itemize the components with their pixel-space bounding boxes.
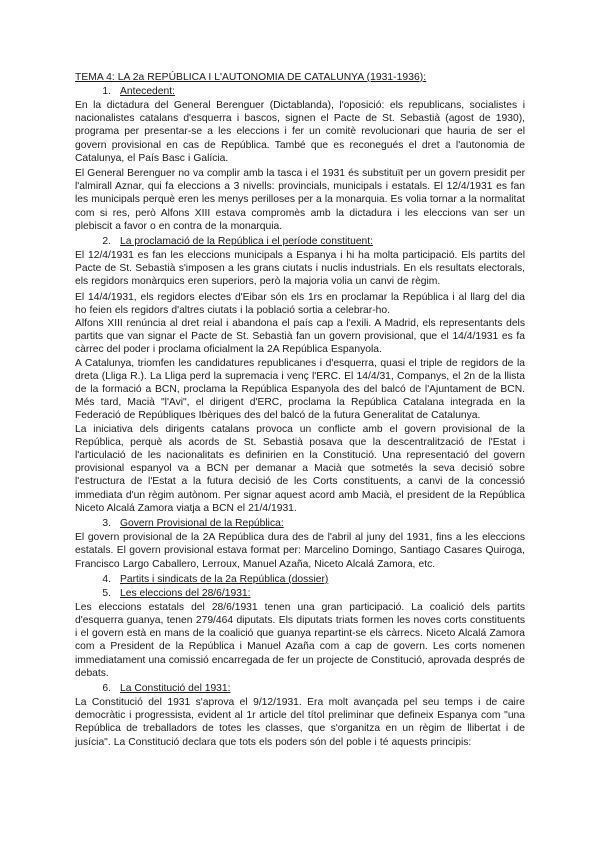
section-title: Partits i sindicats de la 2a República (dossier) [120,573,329,585]
document-title: TEMA 4: LA 2a REPÚBLICA I L'AUTONOMIA DE CATALUNYA (1931-1936): [75,72,427,83]
paragraph: La Constitució del 1931 s'aprova el 9/12/1931. Era molt avançada pel seu temps i de caire democràtic i progressista, evident al 1r article del títol preliminar que defineix Espanya com "una República de treballadors de totes les classes, que s'organitza en un règim de llibertat i de jusícia". La Constitució declara que tots els poders són del poble i té aquests principis: [75,696,525,748]
paragraph: Les eleccions estatals del 28/6/1931 tenen una gran participació. La coalició dels partits d'esquerra guanya, tenen 279/464 diputats. Els diputats triats formen les noves corts constituents i el govern està en mans de la coalició que guanya repartint-se els càrrecs. Niceto Alcalá Zamora com a President de la República i Manuel Azaña com a cap de govern. Les corts nomenen immediatament una comissió encarregada de fer un projecte de Constitució, aprovada després de debats. [75,601,525,679]
paragraph: El General Berenguer no va complir amb la tasca i el 1931 és substituït per un govern presidit per l'almirall Aznar, qui fa eleccions a 3 nivells: provincials, municipals i estatals. El 12/4/1931 es fan les municipals perquè eren les menys perilloses per a la monarquia. Es volia tornar a la normalitat com si res, però Alfons XIII estava compromès amb la dictadura i les eleccions van ser un plebiscit a favor o en contra de la monarquia. [75,168,525,232]
section-title: Les eleccions del 28/6/1931: [120,587,251,599]
section-heading-eleccions [75,587,525,600]
section-number: 5. [102,587,111,599]
section-title: Govern Provisional de la República: [120,518,284,530]
section-number: 6. [102,682,111,694]
section-heading-partits [75,573,525,586]
section-number: 2. [102,236,111,248]
section-number: 4. [102,573,111,585]
paragraph: La iniciativa dels dirigents catalans provoca un conflicte amb el govern provisional de la República, perquè als acords de St. Sebastià posava que la descentralització de l'Estat i l'articulació de les nacionalitats es definirien en la Constitució. Una representació del govern provisional espanyol va a BCN per demanar a Macià que sotmetés la seva decisió sobre l'estructura de l'Estat a la futura decisió de les Corts constituents, a canvi de la concessió immediata d'un règim autònom. Per signar aquest acord amb Macià, el president de la República Niceto Alcalá Zamora viatja a BCN el 21/4/1931. [75,423,525,514]
section-heading-antecedent [75,85,525,98]
section-title: La proclamació de la República i el període constituent: [120,236,373,248]
paragraph: En la dictadura del General Berenguer (Dictablanda), l'oposició: els republicans, socialistes i nacionalistes catalans d'esquerra i bascos, signen el Pacte de St. Sebastià (agost de 1930), programa per presentar-se a les eleccions i fer un comitè revolucionari que hauria de ser el govern provisional en cas de República. També que es reconegués el dret a l'autonomia de Catalunya, el País Basc i Galícia. [75,100,525,164]
section-number: 3. [102,518,111,530]
section-heading-proclamacio [75,235,525,248]
section-title: Antecedent: [120,86,175,97]
paragraph: El 14/4/1931, els regidors electes d'Eibar són els 1rs en proclamar la República i al llarg del dia ho feien els regidors d'altres ciutats i la població sortia a celebrar-ho. [75,291,525,316]
section-heading-govern-provisional [75,517,525,530]
section-number: 1. [102,86,111,97]
paragraph: A Catalunya, triomfen les candidatures republicanes i d'esquerra, quasi el triple de regidors de la dreta (Lliga R.). La Lliga perd la supremacia i venç l'ERC. El 14/4/31, Companys, el 2n de la llista de la formació a BCN, proclama la República Espanyola des del balcó de l'Ajuntament de BCN. Més tard, Macià "l'Avi", el dirigent d'ERC, proclama la República Catalana integrada en la Federació de Repúbliques Ibèriques des del balcó de la futura Generalitat de Catalunya. [75,357,525,422]
section-heading-constitucio [75,682,525,695]
paragraph: El govern provisional de la 2A República dura des de l'abril al juny del 1931, fins a les eleccions estatals. El govern provisional estava format per: Marcelino Domingo, Santiago Casares Quiroga, Francisco Largo Caballero, Lerroux, Manuel Azaña, Niceto Alcalá Zamora, etc. [75,532,525,570]
paragraph: Alfons XIII renúncia al dret reial i abandona el país cap a l'exili. A Madrid, els representants dels partits que van signar el Pacte de St. Sebastià fan un govern provisional, que el 14/4/1931 es fa càrrec del poder i proclama oficialment la 2A República Espanyola. [75,318,525,356]
section-title: La Constitució del 1931: [120,682,231,694]
paragraph: El 12/4/1931 es fan les eleccions municipals a Espanya i hi ha molta participació. Els partits del Pacte de St. Sebastià s'imposen a les grans ciutats i nuclis industrials. En els resultats electorals, els regidors monàrquics eren superiors, però la majoria volia un canvi de règim. [75,250,525,288]
